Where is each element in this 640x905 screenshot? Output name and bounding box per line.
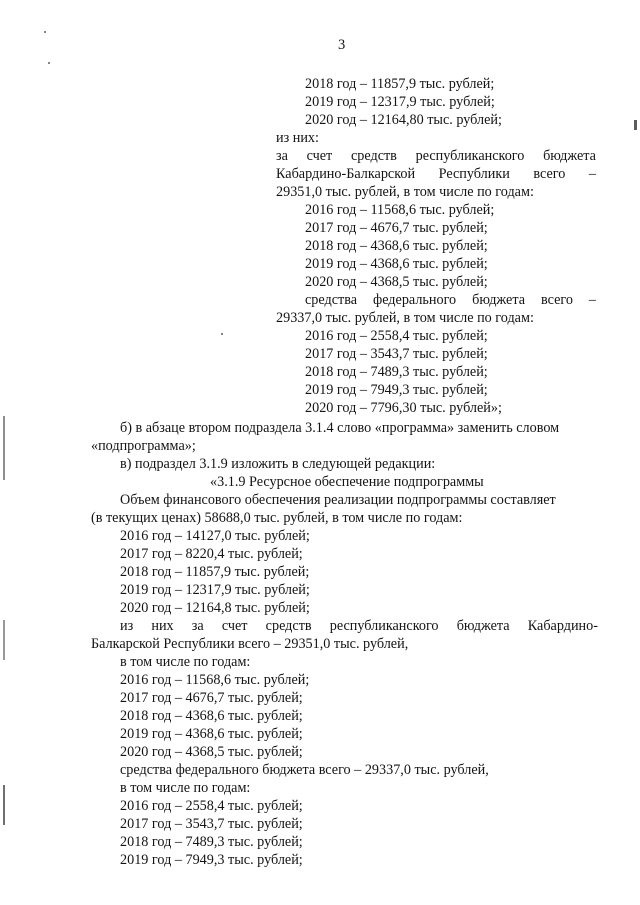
year-line: 2016 год – 2558,4 тыс. рублей; — [120, 798, 303, 814]
year-line: 2020 год – 7796,30 тыс. рублей»; — [305, 400, 502, 416]
item-v: в) подраздел 3.1.9 изложить в следующей редакции: — [120, 456, 436, 472]
year-line: 2018 год – 4368,6 тыс. рублей; — [305, 238, 488, 254]
federal2-line-2: в том числе по годам: — [120, 780, 251, 796]
year-line: 2016 год – 11568,6 тыс. рублей; — [305, 202, 495, 218]
scan-edge-mark — [3, 416, 5, 480]
year-line: 2020 год – 12164,80 тыс. рублей; — [305, 112, 502, 128]
word: за — [276, 148, 288, 164]
federal-budget-line-2: 29337,0 тыс. рублей, в том числе по годам: — [276, 310, 534, 326]
republic2-line-2: Балкарской Республики всего – 29351,0 тыс. рублей, — [91, 636, 409, 652]
section-title: «3.1.9 Ресурсное обеспечение подпрограммы — [210, 474, 484, 490]
year-line: 2018 год – 4368,6 тыс. рублей; — [120, 708, 303, 724]
word: республиканского — [329, 618, 439, 634]
word: федерального — [373, 292, 457, 308]
year-line: 2017 год – 4676,7 тыс. рублей; — [305, 220, 488, 236]
year-line: 2020 год – 4368,5 тыс. рублей; — [120, 744, 303, 760]
word: счет — [221, 618, 248, 634]
year-line: 2019 год – 12317,9 тыс. рублей; — [305, 94, 495, 110]
republic-budget-line-2 — [276, 166, 596, 183]
volume-line-1: Объем финансового обеспечения реализации подпрограммы составляет — [120, 492, 556, 508]
word: счет — [306, 148, 333, 164]
scan-speck — [221, 333, 223, 335]
scan-speck — [48, 62, 50, 64]
republic-budget-line-3: 29351,0 тыс. рублей, в том числе по годам: — [276, 184, 534, 200]
republic-budget-line-1 — [276, 148, 596, 165]
year-line: 2019 год – 4368,6 тыс. рублей; — [305, 256, 488, 272]
year-line: 2019 год – 7949,3 тыс. рублей; — [120, 852, 303, 868]
year-line: 2017 год – 8220,4 тыс. рублей; — [120, 546, 303, 562]
year-line: 2018 год – 11857,9 тыс. рублей; — [120, 564, 310, 580]
year-line: 2016 год – 2558,4 тыс. рублей; — [305, 328, 488, 344]
year-line: 2020 год – 4368,5 тыс. рублей; — [305, 274, 488, 290]
year-line: 2020 год – 12164,8 тыс. рублей; — [120, 600, 310, 616]
federal2-line-1: средства федерального бюджета всего – 29337,0 тыс. рублей, — [120, 762, 489, 778]
word: средств — [265, 618, 312, 634]
year-line: 2019 год – 12317,9 тыс. рублей; — [120, 582, 310, 598]
year-line: 2017 год – 3543,7 тыс. рублей; — [305, 346, 488, 362]
word: средств — [350, 148, 397, 164]
year-line: 2017 год – 3543,7 тыс. рублей; — [120, 816, 303, 832]
word: бюджета — [472, 292, 526, 308]
scan-speck — [44, 31, 46, 33]
year-line: 2016 год – 11568,6 тыс. рублей; — [120, 672, 310, 688]
scan-edge-mark — [634, 120, 637, 130]
year-line: 2019 год – 7949,3 тыс. рублей; — [305, 382, 488, 398]
page-number: 3 — [338, 37, 346, 53]
word: средства — [305, 292, 358, 308]
word: Кабардино-Балкарской — [276, 166, 416, 182]
item-b-line-1: б) в абзаце втором подраздела 3.1.4 слово «программа» заменить словом — [120, 420, 560, 436]
word: республиканского — [415, 148, 525, 164]
year-line: 2019 год – 4368,6 тыс. рублей; — [120, 726, 303, 742]
word: всего — [533, 166, 566, 182]
item-b-line-2: «подпрограмма»; — [91, 438, 196, 454]
word: всего — [540, 292, 573, 308]
word: бюджета — [543, 148, 596, 164]
federal-budget-line-1 — [305, 292, 596, 309]
word: за — [191, 618, 204, 634]
word: Республики — [438, 166, 510, 182]
year-line: 2018 год – 7489,3 тыс. рублей; — [305, 364, 488, 380]
volume-line-2: (в текущих ценах) 58688,0 тыс. рублей, в том числе по годам: — [91, 510, 463, 526]
word: – — [588, 292, 596, 308]
republic2-line-1 — [120, 618, 598, 635]
word: бюджета — [456, 618, 510, 634]
word: – — [588, 166, 596, 182]
scan-edge-mark — [3, 620, 5, 660]
word: Кабардино- — [527, 618, 598, 634]
scan-edge-mark — [3, 785, 5, 825]
of-them-label: из них: — [276, 130, 319, 146]
year-line: 2018 год – 7489,3 тыс. рублей; — [120, 834, 303, 850]
year-line: 2016 год – 14127,0 тыс. рублей; — [120, 528, 310, 544]
year-line: 2017 год – 4676,7 тыс. рублей; — [120, 690, 303, 706]
word: из — [120, 618, 134, 634]
year-line: 2018 год – 11857,9 тыс. рублей; — [305, 76, 495, 92]
word: них — [151, 618, 174, 634]
republic2-line-3: в том числе по годам: — [120, 654, 251, 670]
